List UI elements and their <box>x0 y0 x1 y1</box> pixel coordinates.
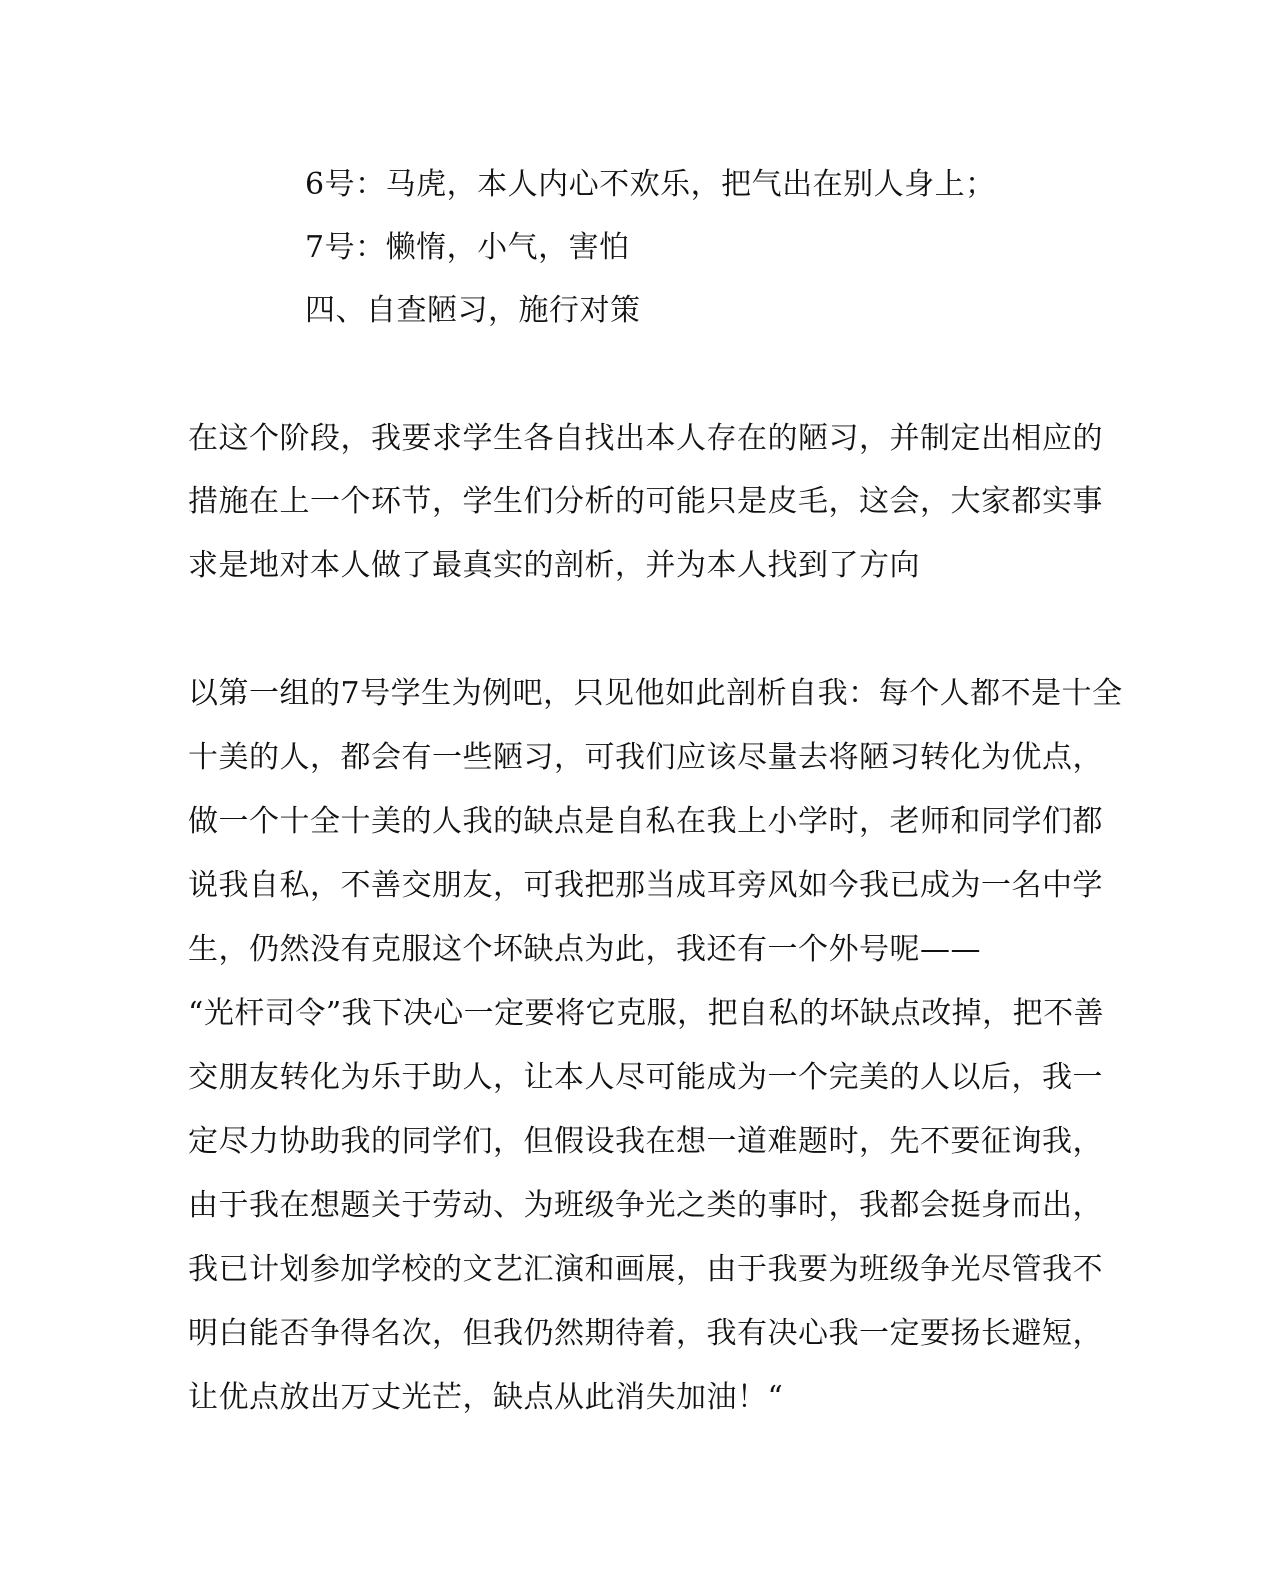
paragraph-line: “光杆司令”我下决心一定要将它克服，把自私的坏缺点改掉，把不善 <box>188 996 1105 1031</box>
paragraph-line: 定尽力协助我的同学们，但假设我在想一道难题时，先不要征询我， <box>188 1124 1103 1159</box>
paragraph-line: 由于我在想题关于劳动、为班级争光之类的事时，我都会挺身而出， <box>188 1188 1103 1223</box>
list-item-7: 7号：懒惰，小气，害怕 <box>305 230 630 265</box>
paragraph-line: 措施在上一个环节，学生们分析的可能只是皮毛，这会，大家都实事 <box>188 484 1103 519</box>
paragraph-line: 十美的人，都会有一些陋习，可我们应该尽量去将陋习转化为优点， <box>188 740 1103 775</box>
paragraph-line: 在这个阶段，我要求学生各自找出本人存在的陋习，并制定出相应的 <box>188 421 1103 456</box>
paragraph-line: 我已计划参加学校的文艺汇演和画展，由于我要为班级争光尽管我不 <box>188 1252 1103 1287</box>
paragraph-line: 以第一组的7号学生为例吧，只见他如此剖析自我：每个人都不是十全 <box>188 676 1123 711</box>
paragraph-line: 让优点放出万丈光芒，缺点从此消失加油！“ <box>188 1380 784 1415</box>
paragraph-line: 交朋友转化为乐于助人，让本人尽可能成为一个完美的人以后，我一 <box>188 1060 1103 1095</box>
paragraph-line: 做一个十全十美的人我的缺点是自私在我上小学时，老师和同学们都 <box>188 804 1103 839</box>
paragraph-line: 生，仍然没有克服这个坏缺点为此，我还有一个外号呢—— <box>188 932 981 967</box>
paragraph-line: 求是地对本人做了最真实的剖析，并为本人找到了方向 <box>188 548 920 583</box>
paragraph-line: 明白能否争得名次，但我仍然期待着，我有决心我一定要扬长避短， <box>188 1316 1103 1351</box>
section-heading: 四、自查陋习，施行对策 <box>305 293 641 328</box>
list-item-6: 6号：马虎，本人内心不欢乐，把气出在别人身上； <box>305 167 996 202</box>
paragraph-line: 说我自私，不善交朋友，可我把那当成耳旁风如今我已成为一名中学 <box>188 868 1103 903</box>
